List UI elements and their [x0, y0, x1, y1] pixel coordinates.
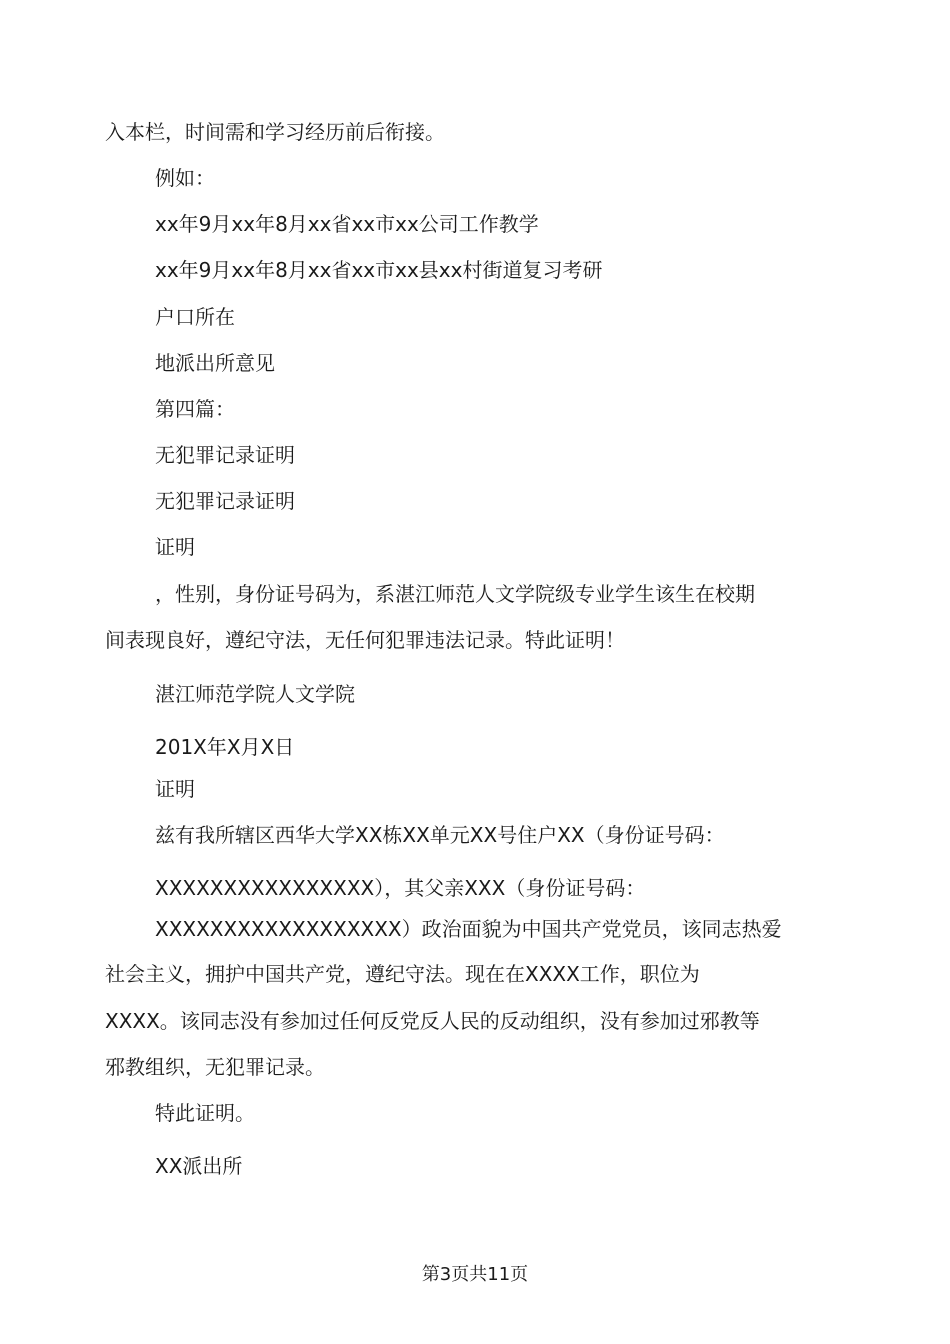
paragraph-line: 兹有我所辖区西华大学XX栋XX单元XX号住户XX（身份证号码： [155, 823, 725, 847]
section-title: 无犯罪记录证明 [155, 489, 295, 513]
closing-statement: 特此证明。 [155, 1101, 255, 1125]
paragraph-line: 邪教组织，无犯罪记录。 [105, 1055, 325, 1079]
text-line: 地派出所意见 [155, 351, 275, 375]
text-line: 例如： [155, 166, 215, 190]
paragraph-line: 社会主义，拥护中国共产党，遵纪守法。现在在XXXX工作，职位为 [105, 962, 700, 986]
issue-date: 201X年X月X日 [155, 735, 295, 759]
section-title: 无犯罪记录证明 [155, 443, 295, 467]
text-line: 入本栏，时间需和学习经历前后衔接。 [105, 120, 445, 144]
page-number-footer: 第3页共11页 [421, 1264, 529, 1285]
paragraph-line: 间表现良好，遵纪守法，无任何犯罪违法记录。特此证明！ [105, 628, 625, 652]
paragraph-line: XXXXXXXXXXXXXXXXXX）政治面貌为中国共产党党员，该同志热爱 [155, 917, 782, 941]
section-heading: 第四篇： [155, 397, 235, 421]
text-line: xx年9月xx年8月xx省xx市xx公司工作教学 [155, 212, 539, 236]
paragraph-line: XXXX。该同志没有参加过任何反党反人民的反动组织，没有参加过邪教等 [105, 1009, 760, 1033]
paragraph-line: ，性别，身份证号码为，系湛江师范人文学院级专业学生该生在校期 [155, 582, 755, 606]
certificate-title: 证明 [155, 777, 195, 801]
certificate-title: 证明 [155, 535, 195, 559]
issuer-name: XX派出所 [155, 1154, 243, 1178]
text-line: xx年9月xx年8月xx省xx市xx县xx村街道复习考研 [155, 258, 603, 282]
paragraph-line: XXXXXXXXXXXXXXXX），其父亲XXX（身份证号码： [155, 876, 646, 900]
text-line: 户口所在 [155, 305, 235, 329]
issuer-name: 湛江师范学院人文学院 [155, 682, 355, 706]
